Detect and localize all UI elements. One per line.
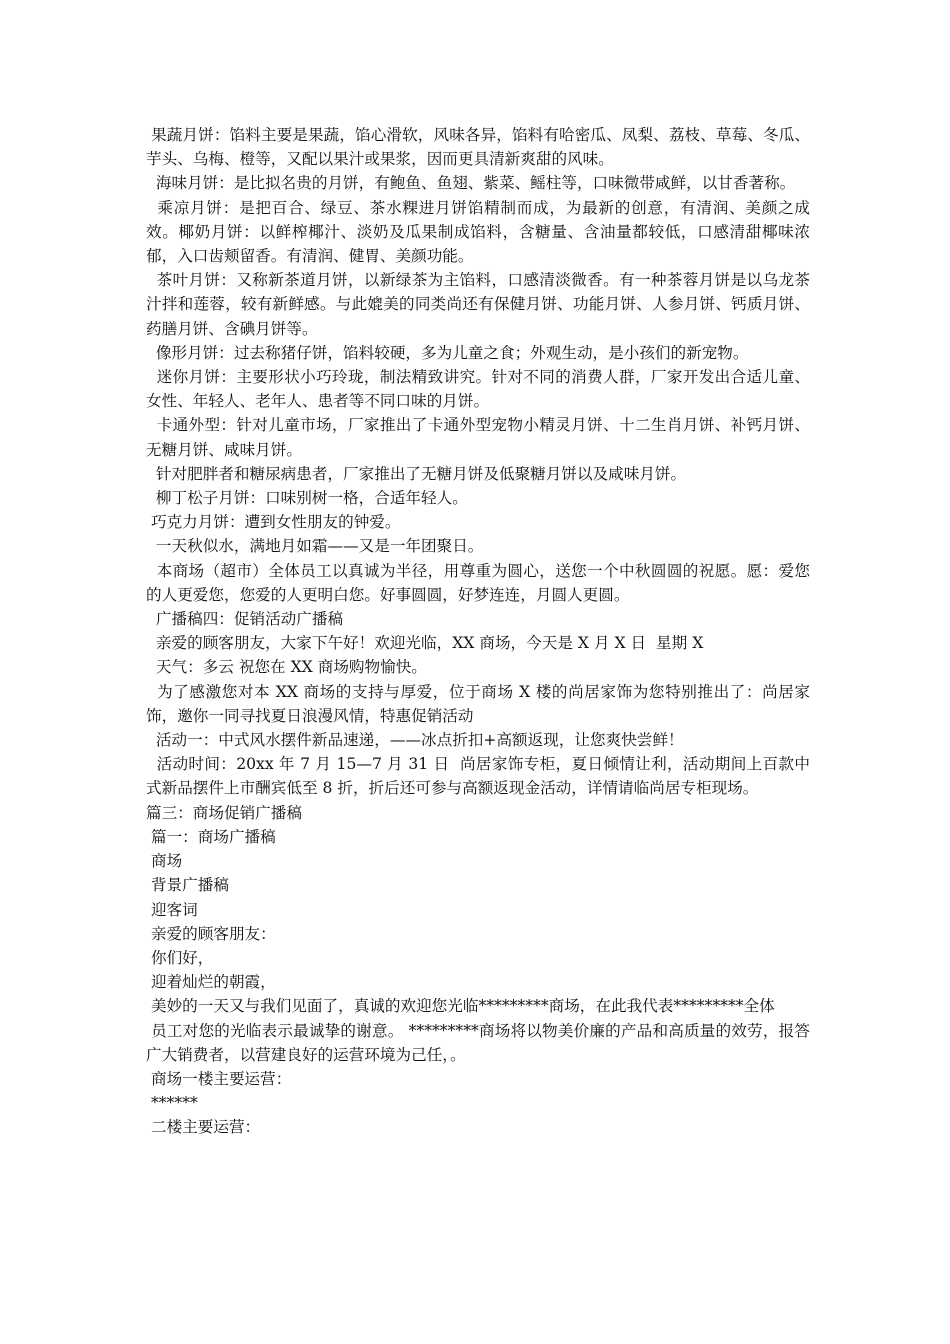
paragraph-tea-mooncake: 茶叶月饼：又称新茶道月饼，以新绿茶为主馅料，口感清淡微香。有一种茶蓉月饼是以乌龙茶汁拌和莲蓉，较有新鲜感。与此媲美的同类尚还有保健月饼、功能月饼、人参月饼、钙质月饼、药膳月饼、含碘月饼等。 <box>146 271 810 338</box>
paragraph-morning-glow: 迎着灿烂的朝霞， <box>146 973 276 992</box>
paragraph-mini-mooncake: 迷你月饼：主要形状小巧玲珑，制法精致讲究。针对不同的消费人群，厂家开发出合适儿童、女性、年轻人、老年人、患者等不同口味的月饼。 <box>146 368 810 411</box>
paragraph-fruit-veg-mooncake: 果蔬月饼：馅料主要是果蔬，馅心滑软，风味各异，馅料有哈密瓜、凤梨、荔枝、草莓、冬瓜、芋头、乌梅、橙等，又配以果汁或果浆，因而更具清新爽甜的风味。 <box>146 126 810 169</box>
paragraph-promotion-intro: 为了感激您对本 XX 商场的支持与厚爱，位于商场 X 楼的尚居家饰为您特别推出了：尚居家饰，邀你一同寻找夏日浪漫风情，特惠促销活动 <box>146 682 810 725</box>
paragraph-cartoon-mooncake: 卡通外型：针对儿童市场，厂家推出了卡通外型宠物小精灵月饼、十二生肖月饼、补钙月饼、无糖月饼、咸味月饼。 <box>146 416 810 459</box>
paragraph-activity-one: 活动一：中式风水摆件新品速递，——冰点折扣+高额返现，让您爽快尝鲜！ <box>146 731 684 750</box>
paragraph-chocolate-mooncake: 巧克力月饼：遭到女性朋友的钟爱。 <box>146 513 401 532</box>
paragraph-second-floor: 二楼主要运营： <box>146 1118 261 1137</box>
section-heading-part-one: 篇一：商场广播稿 <box>146 827 276 846</box>
paragraph-first-floor: 商场一楼主要运营： <box>146 1069 292 1088</box>
paragraph-staff-thanks: 员工对您的光临表示最诚挚的谢意。 *********商场将以物美价廉的产品和高质量的效劳，报答广大销费者，以营建良好的运营环境为己任，。 <box>146 1021 810 1064</box>
paragraph-seafood-mooncake: 海味月饼：是比拟名贵的月饼，有鲍鱼、鱼翅、紫菜、鳐柱等，口味微带咸鲜，以甘香著称。 <box>146 174 796 193</box>
paragraph-mall-greeting: 本商场（超市）全体员工以真诚为半径，用尊重为圆心，送您一个中秋圆圆的祝愿。愿：爱您的人更爱您，您爱的人更明白您。好事圆圆，好梦连连，月圆人更圆。 <box>146 561 810 604</box>
paragraph-hello: 你们好， <box>146 948 214 967</box>
paragraph-shaped-mooncake: 像形月饼：过去称猪仔饼，馅料较硬，多为儿童之食；外观生动，是小孩们的新宠物。 <box>146 343 749 362</box>
paragraph-mall: 商场 <box>146 852 183 871</box>
section-heading-part-three: 篇三：商场促销广播稿 <box>146 803 302 822</box>
paragraph-customer-welcome: 亲爱的顾客朋友，大家下午好！欢迎光临，XX 商场，今天是 X 月 X 日 星期 X <box>146 634 704 653</box>
paragraph-weather: 天气：多云 祝您在 XX 商场购物愉快。 <box>146 658 427 677</box>
paragraph-orange-pine-mooncake: 柳丁松子月饼：口味别树一格，合适年轻人。 <box>146 489 468 508</box>
paragraph-dear-customers: 亲爱的顾客朋友： <box>146 924 276 943</box>
paragraph-asterisks: ****** <box>146 1094 198 1113</box>
paragraph-autumn-line: 一天秋似水，满地月如霜——又是一年团聚日。 <box>146 537 484 556</box>
paragraph-beautiful-day: 美妙的一天又与我们见面了，真诚的欢迎您光临*********商场，在此我代表*********全体 <box>146 997 775 1016</box>
paragraph-broadcast-four-heading: 广播稿四：促销活动广播稿 <box>146 610 344 629</box>
paragraph-activity-time: 活动时间：20xx 年 7 月 15—7 月 31 日 尚居家饰专柜，夏日倾情让利，活动期间上百款中式新品摆件上市酬宾低至 8 折，折后还可参与高额返现金活动，详情请临尚居专柜现场。 <box>146 755 810 798</box>
paragraph-background-broadcast: 背景广播稿 <box>146 876 229 895</box>
paragraph-cooling-mooncake: 乘凉月饼：是把百合、绿豆、茶水粿进月饼馅精制而成，为最新的创意，有清润、美颜之成效。椰奶月饼：以鲜榨椰汁、淡奶及瓜果制成馅料，含糖量、含油量都较低，口感清甜椰味浓郁，入口齿颊留香。有清润、健胃、美颜功能。 <box>146 198 810 266</box>
paragraph-sugar-free-mooncake: 针对肥胖者和糖尿病患者，厂家推出了无糖月饼及低聚糖月饼以及咸味月饼。 <box>146 464 687 483</box>
document-body <box>146 123 810 1140</box>
paragraph-welcome-words: 迎客词 <box>146 900 198 919</box>
